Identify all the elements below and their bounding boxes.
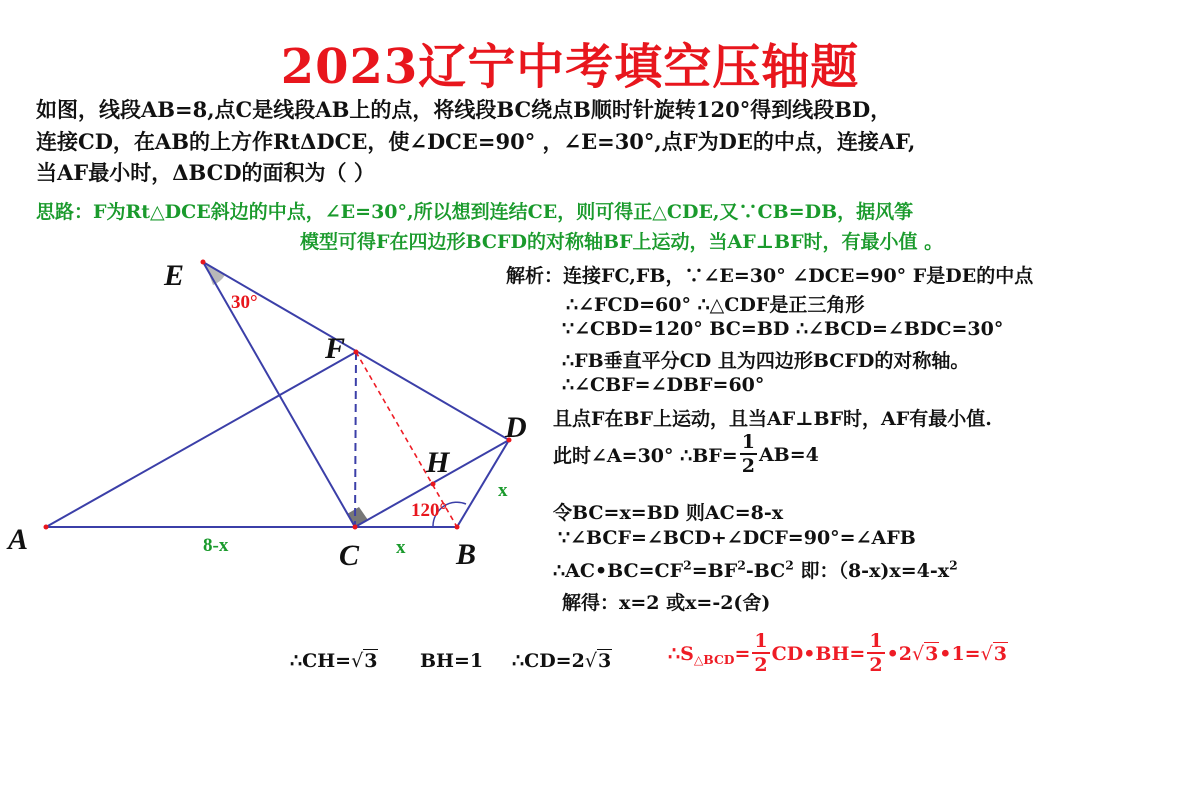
point-b	[455, 525, 460, 530]
label-angle-e: 30°	[231, 292, 258, 313]
point-c	[353, 525, 358, 530]
segment-fc-dashed	[355, 352, 356, 527]
area-fraction-1-den: 2	[754, 654, 768, 676]
solution-line-2: ∴∠FCD=60° ∴△CDF是正三角形	[566, 294, 865, 316]
sqrt-cd: √3	[584, 650, 612, 672]
solution-line-3: ∵∠CBD=120° BC=BD ∴∠BCD=∠BDC=30°	[562, 318, 1004, 340]
final-area	[668, 632, 1008, 675]
point-h	[431, 482, 436, 487]
label-angle-b: 120°	[411, 500, 448, 521]
area-middle: CD•BH=	[771, 642, 866, 665]
label-cb-length: x	[396, 537, 406, 558]
label-e: E	[164, 259, 185, 292]
segment-af	[46, 352, 356, 527]
area-fraction-2	[867, 632, 884, 675]
area-mul-1: •2	[886, 642, 912, 665]
eq-part-e: -BC	[745, 560, 786, 582]
solution-line-4: ∴FB垂直平分CD 且为四边形BCFD的对称轴。	[562, 350, 970, 372]
fraction-denominator: 2	[741, 455, 755, 477]
label-d: D	[505, 411, 527, 444]
geometry-diagram	[0, 250, 550, 590]
area-prefix: ∴S	[668, 642, 694, 665]
point-a	[44, 525, 49, 530]
area-mul-2: •1=	[939, 642, 981, 665]
problem-line-3: 当AF最小时，ΔBCD的面积为（ ）	[36, 160, 375, 185]
eq-exp-2: 2	[737, 557, 746, 573]
final-cd-prefix: ∴CD=2	[512, 650, 585, 672]
eq-part-g: 即：（8-x)x=4-x	[793, 560, 950, 582]
solution-line-5: ∴∠CBF=∠DBF=60°	[562, 374, 765, 396]
final-ch	[290, 650, 378, 672]
sqrt-ch: √3	[351, 650, 378, 672]
solution-line-11: 解得：x=2 或x=-2(舍)	[562, 592, 771, 614]
eq-exp-3: 2	[785, 557, 794, 573]
solution-line-9: ∵∠BCF=∠BCD+∠DCF=90°=∠AFB	[558, 527, 916, 549]
label-bd-length: x	[498, 480, 508, 501]
label-c: C	[339, 539, 360, 572]
area-fraction-1-num: 1	[754, 630, 768, 652]
solution-line-8: 令BC=x=BD 则AC=8-x	[553, 502, 784, 524]
problem-line-1: 如图，线段AB=8,点C是线段AB上的点，将线段BC绕点B顺时针旋转120°得到线段BD，	[36, 97, 892, 122]
fraction-numerator: 1	[741, 431, 755, 453]
point-f	[354, 350, 359, 355]
solution-line-7-suffix: AB=4	[758, 443, 819, 466]
sqrt-area-1: √3	[911, 642, 939, 665]
label-a: A	[8, 523, 29, 556]
final-bh: BH=1	[420, 650, 484, 672]
solution-line-1: 解析：连接FC,FB，∵∠E=30° ∠DCE=90° F是DE的中点	[506, 265, 1034, 287]
area-subscript: △BCD	[693, 652, 735, 667]
final-ch-prefix: ∴CH=	[290, 650, 352, 672]
fraction-half	[740, 433, 757, 476]
final-cd	[512, 650, 612, 672]
label-ac-length: 8-x	[203, 535, 229, 556]
problem-line-2: 连接CD，在AB的上方作RtΔDCE，使∠DCE=90° ，∠E=30°,点F为DE的中点，连接AF,	[36, 129, 916, 154]
eq-exp-1: 2	[683, 557, 692, 573]
point-e	[201, 260, 206, 265]
label-b: B	[456, 538, 477, 571]
sqrt-area-2-arg: 3	[993, 642, 1007, 665]
eq-exp-4: 2	[949, 557, 958, 573]
solution-line-7-prefix: 此时∠A=30° ∴BF=	[553, 445, 738, 467]
area-fraction-1	[752, 632, 769, 675]
eq-part-a: ∴AC•BC=CF	[553, 560, 684, 582]
label-h: H	[426, 446, 450, 479]
area-fraction-2-den: 2	[869, 654, 883, 676]
label-f: F	[325, 332, 346, 365]
area-equals: =	[734, 642, 751, 665]
solution-line-10	[553, 556, 958, 583]
eq-part-c: =BF	[691, 560, 738, 582]
sqrt-area-2: √3	[980, 642, 1007, 665]
solution-line-7	[553, 433, 819, 476]
sqrt-cd-arg: 3	[597, 650, 612, 672]
area-fraction-2-num: 1	[869, 630, 883, 652]
solution-line-6: 且点F在BF上运动，且当AF⊥BF时，AF有最小值.	[553, 408, 992, 430]
hint-line-1: 思路：F为Rt△DCE斜边的中点，∠E=30°,所以想到连结CE，则可得正△CDE,又∵CB=DB，据风筝	[36, 201, 914, 223]
sqrt-ch-arg: 3	[364, 650, 378, 672]
hint-line-2: 模型可得F在四边形BCFD的对称轴BF上运动，当AF⊥BF时，有最小值 。	[300, 231, 944, 253]
page-title: 2023辽宁中考填空压轴题	[280, 39, 860, 95]
sqrt-area-1-arg: 3	[925, 642, 939, 665]
segment-ec	[203, 262, 355, 527]
